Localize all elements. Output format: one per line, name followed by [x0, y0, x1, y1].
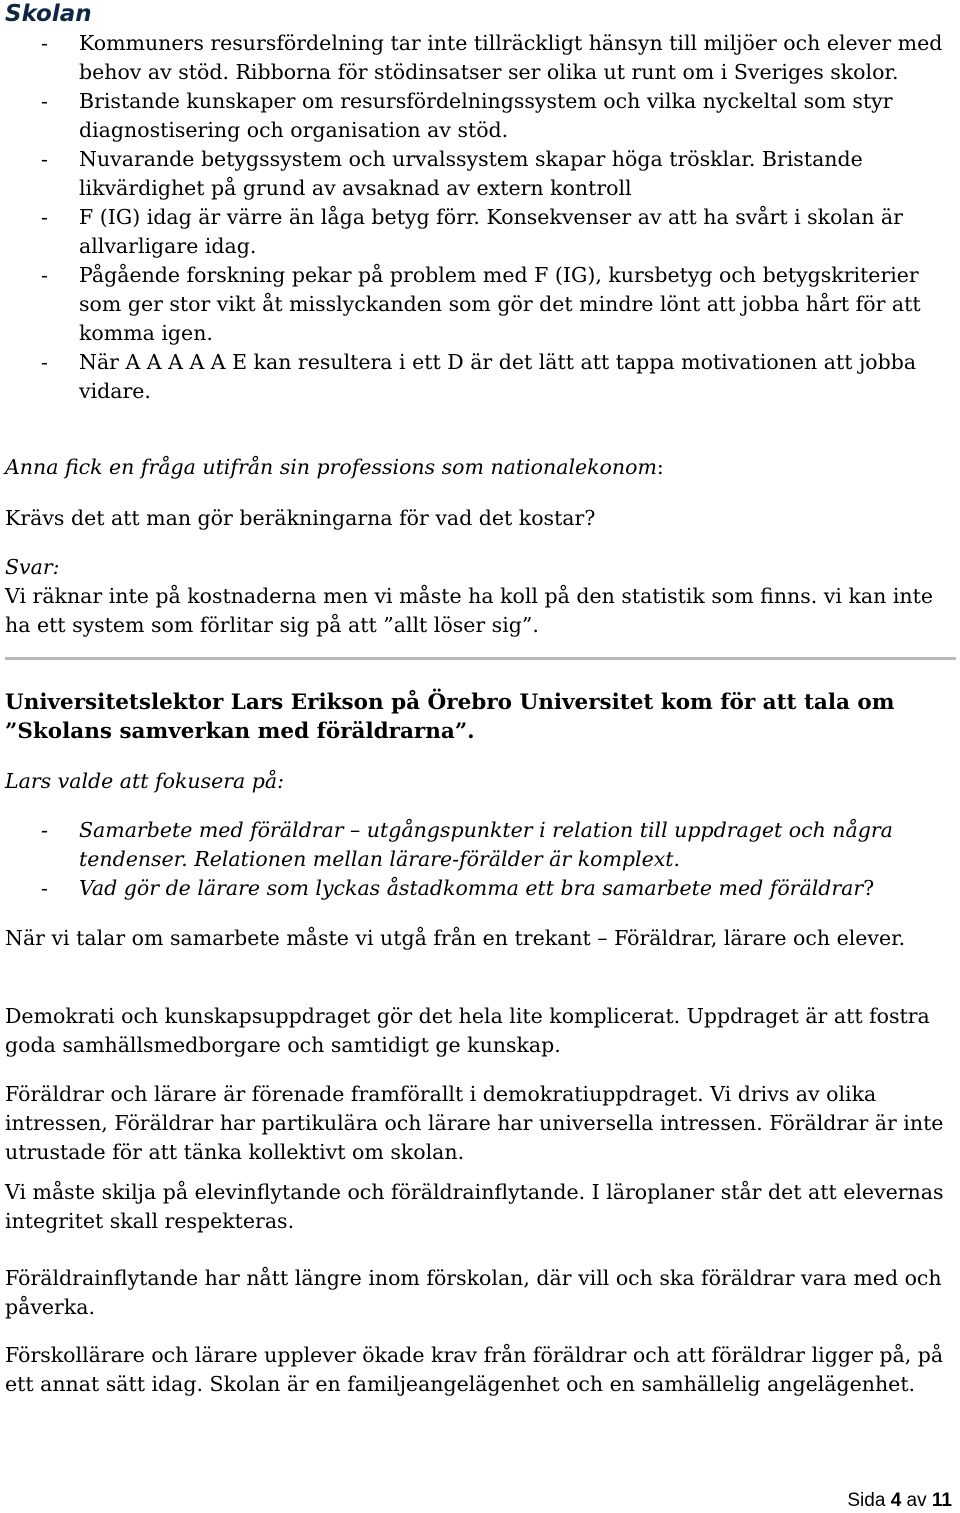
paragraph: Föräldrainflytande har nått längre inom förskolan, där vill och ska föräldrar vara med och påverka. [5, 1266, 942, 1319]
answer-block [5, 553, 955, 640]
section-divider [5, 657, 956, 660]
answer-label: Svar: [5, 555, 60, 579]
list-item: - Vad gör de lärare som lyckas åstadkomma ett bra samarbete med föräldrar? [41, 876, 875, 900]
answer-text: Vi räknar inte på kostnaderna men vi måste ha koll på den statistik som finns. vi kan inte ha ett system som förlitar sig på att ”allt löser sig”. [5, 584, 933, 637]
page-footer: Sida 4 av 11 [847, 1490, 952, 1511]
list-item: - F (IG) idag är värre än låga betyg förr. Konsekvenser av att ha svårt i skolan är allvarligare idag. [41, 205, 903, 258]
paragraph: Demokrati och kunskapsuppdraget gör det hela lite komplicerat. Uppdraget är att fostra goda samhällsmedborgare och samtidigt ge kunskap. [5, 1004, 930, 1057]
paragraph: Förskollärare och lärare upplever ökade krav från föräldrar och att föräldrar ligger på, på ett annat sätt idag. Skolan är en familjeangelägenhet och en samhällelig angelägenhet. [5, 1343, 944, 1396]
paragraph: Föräldrar och lärare är förenade framförallt i demokratiuppdraget. Vi drivs av olika intressen, Föräldrar har partikulära och lärare har universella intressen. Föräldrar är inte utrustade för att tänka kollektivt om skolan. [5, 1082, 944, 1164]
list-item: - Nuvarande betygssystem och urvalssystem skapar höga trösklar. Bristande likvärdighet på grund av avsaknad av extern kontroll [41, 147, 863, 200]
list-item: - Bristande kunskaper om resursfördelningssystem och vilka nyckeltal som styr diagnostisering och organisation av stöd. [41, 89, 893, 142]
lars-bullet-list [5, 816, 960, 903]
question-text: Krävs det att man gör beräkningarna för vad det kostar? [5, 506, 596, 530]
paragraph: Vi måste skilja på elevinflytande och föräldrainflytande. I läroplaner står det att elevernas integritet skall respekteras. [5, 1180, 944, 1233]
lecture-title: Universitetslektor Lars Erikson på Örebro Universitet kom för att tala om ”Skolans samverkan med föräldrarna”. [5, 690, 895, 744]
lars-intro: Lars valde att fokusera på: [5, 769, 285, 793]
list-item: - När A A A A A E kan resultera i ett D är det lätt att tappa motivationen att jobba vidare. [41, 350, 917, 403]
list-item: - Kommuners resursfördelning tar inte tillräckligt hänsyn till miljöer och elever med behov av stöd. Ribborna för stödinsatser ser olika ut runt om i Sveriges skolor. [41, 31, 943, 84]
list-item: - Samarbete med föräldrar – utgångspunkter i relation till uppdraget och några tendenser. Relationen mellan lärare-förälder är komplext. [41, 818, 893, 871]
school-bullet-list [5, 29, 955, 406]
paragraph: När vi talar om samarbete måste vi utgå från en trekant – Föräldrar, lärare och elever. [5, 926, 906, 950]
anna-intro: Anna fick en fråga utifrån sin professions som nationalekonom: [5, 455, 664, 479]
list-item: - Pågående forskning pekar på problem med F (IG), kursbetyg och betygskriterier som ger stor vikt åt misslyckanden som gör det mindre lönt att jobba hårt för att komma igen. [41, 263, 921, 345]
section-heading: Skolan [5, 1, 92, 27]
